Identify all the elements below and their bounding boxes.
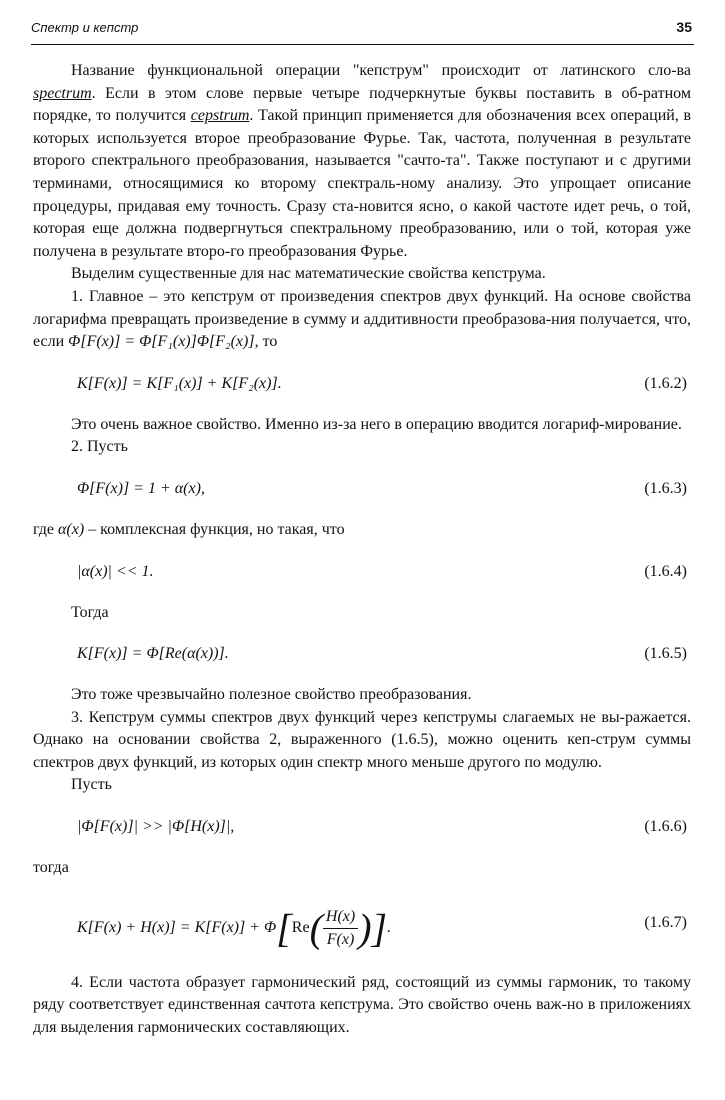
p1-text-3: . Такой принцип применяется для обозначения всех операций, в которых используется второе преобразование Фурье. Так, частота, полученная в результате второго спектрального преобразования, называется "сачто-та". Также поступают и с другими терминами, относящимися ко второму спектраль-ному анализу. Это упрощает описание процедуры, придавая ему точность. Сразу ста-новится ясно, о какой частоте идет речь, о той, которая еще должна подвергнуться спектральному преобразованию, или о той, которая уже получена в результате второ-го преобразования Фурье.	[33, 107, 691, 260]
page-number: 35	[676, 19, 692, 35]
paren-close: )	[358, 905, 372, 951]
equation-1-6-5	[33, 637, 691, 671]
paragraph-important-property: Это очень важное свойство. Именно из-за него в операцию вводится логариф-мирование.	[71, 415, 682, 433]
p6-text-2: – комплексная функция, но такая, что	[84, 520, 345, 538]
fraction-denominator: F(x)	[326, 930, 355, 948]
equation-number: (1.6.7)	[644, 913, 687, 931]
equation-expression: |Φ[F(x)]| >> |Φ[H(x)]|,	[77, 818, 235, 836]
equation-expression: K[F(x)] = K[F₁(x)] + K[F₂(x)].	[77, 374, 282, 392]
paragraph-property-4: 4. Если частота образует гармонический ряд, состоящий из суммы гармоник, то такому ряду соответствует единственная сачтота кепструма. Это свойство очень важ-но в приложениях для выделения гармонических составляющих.	[33, 973, 691, 1036]
paragraph-property-1	[33, 286, 691, 354]
p1-text-2: . Если в этом слове первые четыре подчеркнутые буквы поставить в об-ратном порядке, то получится	[33, 84, 691, 125]
equation-1-6-2	[33, 367, 691, 401]
page-header	[31, 18, 694, 45]
paragraph-then: Тогда	[71, 603, 109, 621]
bracket-open: [	[276, 905, 292, 951]
equation-1-6-6	[33, 810, 691, 844]
equation-1-6-4	[33, 555, 691, 589]
equation-number: (1.6.4)	[644, 562, 687, 580]
paragraph-property-3: 3. Кепструм суммы спектров двух функций через кепструмы слагаемых не вы-ражается. Однако на основании свойства 2, выраженного (1.6.5), можно оценить кеп-струм суммы спектров двух функций, из которых один спектр много меньше другого по модулю.	[33, 708, 691, 771]
p3-text-2: , то	[254, 333, 278, 351]
fraction	[323, 906, 358, 951]
equation-number: (1.6.5)	[644, 645, 687, 663]
equation-expression: Φ[F(x)] = 1 + α(x),	[77, 479, 205, 497]
word-cepstrum: cepstrum	[190, 107, 250, 125]
equation-number: (1.6.3)	[644, 479, 687, 497]
fraction-numerator: H(x)	[323, 906, 358, 929]
bracket-close: ]	[371, 905, 388, 951]
p6-text-1: где	[33, 520, 59, 538]
p3-text-1: 1. Главное – это кепструм от произведения спектров двух функций. На основе свойства логарифма превращать произведение в сумму и аддитивности преобразова-ния получается, что, если	[33, 287, 691, 351]
inline-formula-alpha: α(x)	[58, 520, 85, 538]
equation-1-6-7	[33, 892, 691, 954]
running-title: Спектр и кепстр	[31, 20, 139, 35]
paragraph-cepstrum-name	[33, 60, 691, 263]
re-operator: Re	[291, 918, 310, 936]
paragraph-then-lower: тогда	[33, 859, 69, 877]
paragraph-let-2: 2. Пусть	[71, 438, 128, 456]
page-body	[33, 60, 691, 1039]
paragraph-properties-intro: Выделим существенные для нас математические свойства кепструма.	[71, 265, 546, 283]
paragraph-where-alpha	[33, 519, 691, 542]
equation-lhs: K[F(x) + H(x)] = K[F(x)] + Φ	[77, 918, 277, 936]
equation-number: (1.6.2)	[644, 374, 687, 392]
paren-open: (	[309, 905, 323, 951]
equation-expression	[77, 906, 391, 951]
paragraph-let-3: Пусть	[71, 776, 112, 794]
paragraph-useful-property: Это тоже чрезвычайно полезное свойство преобразования.	[71, 686, 472, 704]
equation-expression: K[F(x)] = Φ[Re(α(x))].	[77, 645, 229, 663]
inline-formula-product: Φ[F(x)] = Φ[F₁(x)]Φ[F₂(x)]	[68, 333, 255, 351]
equation-number: (1.6.6)	[644, 818, 687, 836]
equation-tail: .	[387, 918, 392, 936]
word-spectrum: spectrum	[33, 84, 92, 102]
p1-text-1: Название функциональной операции "кепструм" происходит от латинского сло-ва	[71, 62, 691, 79]
equation-1-6-3	[33, 472, 691, 506]
equation-expression: |α(x)| << 1.	[77, 562, 154, 580]
